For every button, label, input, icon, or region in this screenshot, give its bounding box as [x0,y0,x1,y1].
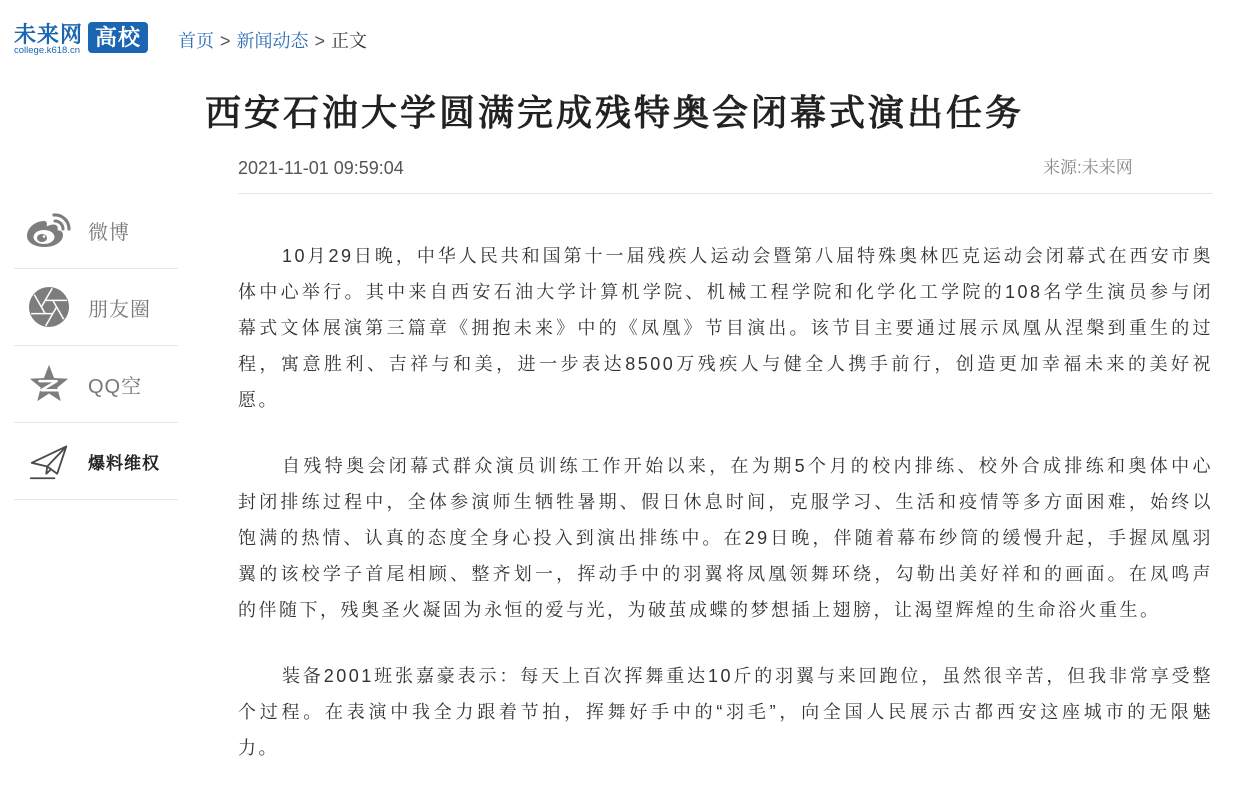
breadcrumb-separator: > [314,31,326,51]
paragraph-line: 体中心举行。其中来自西安石油大学计算机学院、机械工程学院和化学化工学院的108名学生演员参与闭 [238,282,1213,302]
paragraph-line: 愿。 [238,390,279,410]
paragraph-line: 程，寓意胜利、吉祥与和美，进一步表达8500万残疾人与健全人携手前行，创造更加幸福未来的美好祝 [238,354,1213,374]
paragraph-line: 装备2001班张嘉豪表示：每天上百次挥舞重达10斤的羽翼与来回跑位，虽然很辛苦，但我非常享受整 [282,666,1213,686]
paper-plane-icon [14,441,84,481]
paragraph-line: 10月29日晚，中华人民共和国第十一届残疾人运动会暨第八届特殊奥林匹克运动会闭幕式在西安市奥 [282,246,1213,266]
article-paragraph [238,448,1213,628]
share-item-moments[interactable] [14,269,178,346]
paragraph-line: 的伴随下，残奥圣火凝固为永恒的爱与光，为破茧成蝶的梦想插上翅膀，让渴望辉煌的生命浴火重生。 [238,600,1161,620]
paragraph-line: 翼的该校学子首尾相顾、整齐划一，挥动手中的羽翼将凤凰领舞环绕，勾勒出美好祥和的画面。在凤鸣声 [238,564,1213,584]
article-title: 西安石油大学圆满完成残特奥会闭幕式演出任务 [205,92,1025,133]
site-logo[interactable] [14,22,148,54]
logo-domain: college.k618.cn [14,45,81,56]
article-body [238,238,1213,796]
logo-text: 未来网 [14,22,84,47]
paragraph-line: 个过程。在表演中我全力跟着节拍，挥舞好手中的“羽毛”，向全国人民展示古都西安这座城市的无限魅 [238,702,1213,722]
qzone-icon [14,363,84,405]
paragraph-line: 自残特奥会闭幕式群众演员训练工作开始以来，在为期5个月的校内排练、校外合成排练和奥体中心 [282,456,1213,476]
paragraph-line: 力。 [238,738,279,758]
breadcrumb [178,30,367,52]
breadcrumb-current: 正文 [331,31,368,51]
article-paragraph [238,238,1213,418]
breadcrumb-home-link[interactable]: 首页 [178,31,214,51]
share-item-report[interactable] [14,423,178,500]
share-item-label: 朋友圈 [88,298,151,321]
article-source: 来源:未来网 [1043,158,1133,177]
share-sidebar [14,192,178,500]
article-paragraph [238,658,1213,766]
share-item-label: QQ空 [88,375,143,398]
moments-icon [14,286,84,328]
logo-badge: 高校 [88,22,148,53]
breadcrumb-news-link[interactable]: 新闻动态 [236,31,309,51]
publish-time: 2021-11-01 09:59:04 [238,158,404,178]
paragraph-line: 饱满的热情、认真的态度全身心投入到演出排练中。在29日晚，伴随着幕布纱筒的缓慢升起，手握凤凰羽 [238,528,1213,548]
share-item-qzone[interactable] [14,346,178,423]
paragraph-line: 幕式文体展演第三篇章《拥抱未来》中的《凤凰》节目演出。该节目主要通过展示凤凰从涅槃到重生的过 [238,318,1213,338]
weibo-icon [14,212,84,248]
meta-divider [238,193,1213,194]
share-item-label: 微博 [88,221,130,244]
share-item-label: 爆料维权 [88,453,160,473]
paragraph-line: 封闭排练过程中，全体参演师生牺牲暑期、假日休息时间，克服学习、生活和疫情等多方面困难，始终以 [238,492,1213,512]
breadcrumb-separator: > [220,31,231,51]
share-item-weibo[interactable] [14,192,178,269]
